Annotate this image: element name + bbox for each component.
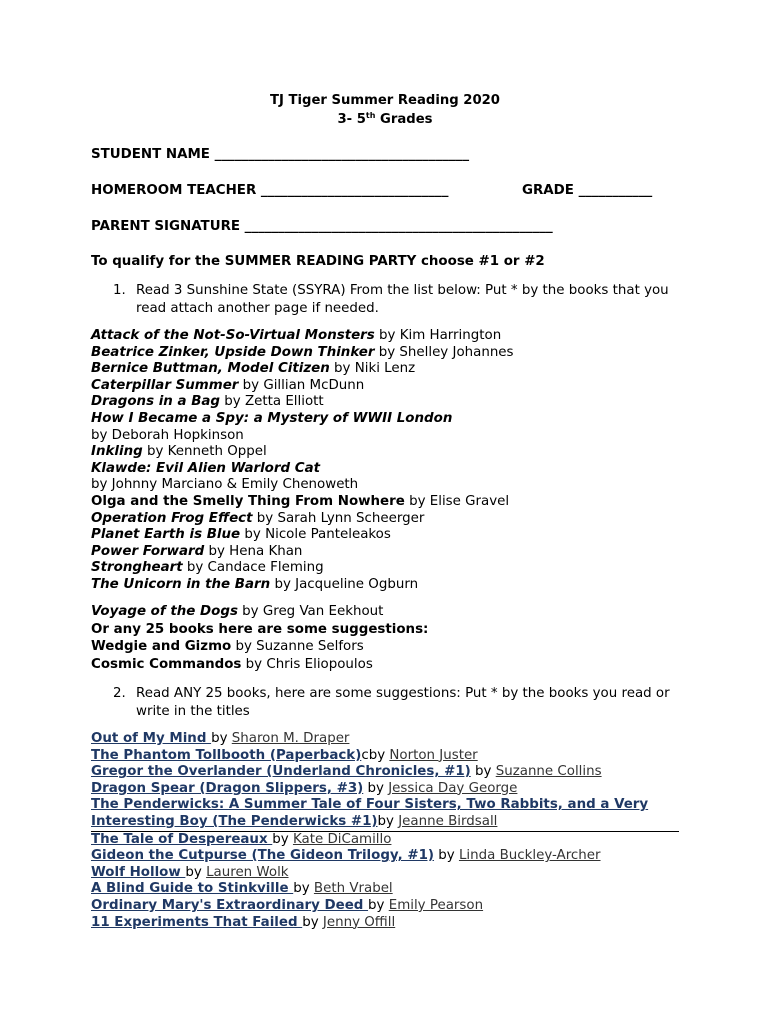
book-author: by Deborah Hopkinson: [91, 427, 244, 443]
book-author: by Suzanne Selfors: [231, 639, 364, 655]
book-title: Planet Earth is Blue: [91, 527, 241, 543]
book-item: [91, 345, 691, 362]
suggestion-item: [91, 915, 691, 932]
suggestion-item: [91, 731, 691, 748]
suggestion-list: [91, 731, 691, 931]
book-item: [91, 328, 691, 345]
option-2-number: 2.: [113, 686, 126, 701]
book-item: [91, 394, 691, 411]
suggestion-title-link[interactable]: Gregor the Overlander (Underland Chronicles, #1): [91, 764, 471, 780]
book-author: by Johnny Marciano & Emily Chenoweth: [91, 477, 359, 493]
suggestion-by: cby: [361, 747, 390, 763]
book-item: [91, 428, 691, 445]
ssyra-book-list-continued: [91, 603, 428, 674]
suggestion-title-link[interactable]: Wolf Hollow: [91, 864, 186, 880]
suggestion-title-link[interactable]: Dragon Spear (Dragon Slippers, #3): [91, 780, 364, 796]
book-item: [91, 494, 691, 511]
suggestion-title-link[interactable]: Out of My Mind: [91, 731, 212, 746]
book-item: [91, 461, 691, 478]
suggestion-item: [91, 898, 691, 915]
book-author: by Jacqueline Ogburn: [270, 576, 419, 592]
suggestion-item: [91, 848, 691, 865]
suggestion-title-link[interactable]: Ordinary Mary's Extraordinary Deed: [91, 897, 369, 913]
book-author: by Hena Khan: [204, 543, 303, 559]
suggestion-author-link[interactable]: Suzanne Collins: [495, 764, 602, 780]
book-item: [91, 638, 428, 656]
book-title: Caterpillar Summer: [91, 377, 239, 393]
book-author: by Niki Lenz: [329, 361, 416, 377]
book-author: by Nicole Panteleakos: [240, 527, 391, 543]
suggestion-author-link[interactable]: Sharon M. Draper: [231, 731, 350, 746]
book-title: Wedgie and Gizmo: [91, 639, 232, 655]
suggestion-by: by: [185, 864, 207, 880]
suggestion-item: [91, 781, 691, 798]
suggestion-item: [91, 865, 691, 882]
book-item: [91, 656, 428, 674]
book-item: [91, 477, 691, 494]
book-item: [91, 621, 428, 639]
book-item: [91, 603, 428, 621]
book-title: Voyage of the Dogs: [91, 604, 238, 619]
option-1-text: Read 3 Sunshine State (SSYRA) From the list below: Put * by the books that you read attach another page if needed.: [136, 283, 669, 316]
document-title: TJ Tiger Summer Reading 2020: [270, 93, 500, 108]
suggestion-title-link[interactable]: The Phantom Tollbooth (Paperback): [91, 747, 362, 763]
option-2-text: Read ANY 25 books, here are some suggestions: Put * by the books you read or write in the titles: [136, 686, 670, 719]
book-author: by Gillian McDunn: [238, 377, 365, 393]
suggestion-item: [91, 832, 691, 849]
book-author: by Greg Van Eekhout: [237, 604, 384, 619]
suggestion-by: by: [368, 897, 389, 913]
book-title: Olga and the Smelly Thing From Nowhere: [91, 493, 405, 509]
book-item: [91, 378, 691, 395]
suggestion-author-link[interactable]: Beth Vrabel: [313, 881, 393, 897]
suggestion-item: [91, 748, 691, 765]
suggestion-by: by: [302, 914, 323, 930]
book-title: Bernice Buttman, Model Citizen: [91, 361, 330, 377]
suggestion-by: by: [211, 731, 232, 746]
book-title: Klawde: Evil Alien Warlord Cat: [91, 460, 321, 476]
suggestion-author-link[interactable]: Norton Juster: [389, 747, 478, 763]
suggestion-author-link[interactable]: Jessica Day George: [388, 780, 518, 796]
book-item: [91, 411, 691, 428]
suggestion-title-link[interactable]: Gideon the Cutpurse (The Gideon Trilogy, #1): [91, 848, 435, 864]
book-author: by Kenneth Oppel: [142, 444, 267, 460]
book-item: [91, 361, 691, 378]
suggestion-title-link[interactable]: A Blind Guide to Stinkville: [91, 881, 294, 897]
book-title: The Unicorn in the Barn: [91, 576, 271, 592]
suggestion-item: [91, 764, 691, 781]
suggestion-item: [91, 814, 691, 832]
grades-subtitle: 3- 5th Grades: [337, 111, 433, 127]
suggestion-by: by: [293, 881, 314, 897]
book-item: [91, 544, 691, 561]
suggestion-author-link[interactable]: Jenny Offill: [322, 914, 396, 930]
suggestion-by: by: [272, 831, 293, 847]
book-title: Beatrice Zinker, Upside Down Thinker: [91, 344, 375, 360]
suggestion-item: [91, 797, 691, 814]
book-title: Power Forward: [91, 543, 205, 559]
homeroom-teacher-field[interactable]: HOMEROOM TEACHER ____________________________: [91, 183, 449, 198]
suggestion-item: [91, 881, 691, 898]
option-1-number: 1.: [113, 283, 126, 298]
book-title: Strongheart: [91, 560, 183, 576]
book-item: [91, 527, 691, 544]
book-item: [91, 577, 691, 594]
book-item: [91, 560, 691, 577]
parent-signature-field[interactable]: PARENT SIGNATURE ______________________________________________: [91, 219, 553, 234]
book-title: Operation Frog Effect: [91, 510, 253, 526]
book-title: Attack of the Not-So-Virtual Monsters: [91, 328, 375, 343]
book-title: Inkling: [91, 444, 143, 460]
book-item: [91, 444, 691, 461]
book-author: by Sarah Lynn Scheerger: [252, 510, 425, 526]
suggestion-by: by: [377, 813, 399, 829]
book-author: by Candace Fleming: [182, 560, 324, 576]
suggestion-by: by: [470, 764, 496, 780]
book-title: Or any 25 books here are some suggestions:: [91, 621, 429, 637]
book-title: How I Became a Spy: a Mystery of WWII London: [91, 410, 453, 426]
suggestion-title-link[interactable]: Interesting Boy (The Penderwicks #1): [91, 813, 378, 829]
book-author: by Shelley Johannes: [374, 344, 514, 360]
qualify-heading: To qualify for the SUMMER READING PARTY choose #1 or #2: [91, 254, 545, 269]
book-title: Cosmic Commandos: [91, 657, 242, 673]
suggestion-title-link[interactable]: 11 Experiments That Failed: [91, 914, 303, 930]
book-title: Dragons in a Bag: [91, 394, 221, 410]
book-author: by Zetta Elliott: [220, 394, 324, 410]
suggestion-by: by: [363, 780, 389, 796]
suggestion-author-link[interactable]: Lauren Wolk: [206, 864, 289, 880]
book-item: [91, 511, 691, 528]
suggestion-author-link[interactable]: Kate DiCamillo: [292, 831, 392, 847]
suggestion-by: by: [434, 848, 459, 864]
suggestion-author-link[interactable]: Jeanne Birdsall: [398, 813, 498, 829]
book-author: by Elise Gravel: [404, 493, 510, 509]
suggestion-title-link[interactable]: The Tale of Despereaux: [91, 831, 273, 847]
student-name-field[interactable]: STUDENT NAME ______________________________________: [91, 147, 470, 162]
book-author: by Chris Eliopoulos: [241, 657, 373, 673]
suggestion-author-link[interactable]: Linda Buckley-Archer: [458, 848, 601, 864]
ssyra-book-list: [91, 328, 691, 594]
suggestion-author-link[interactable]: Emily Pearson: [388, 897, 484, 913]
grade-field[interactable]: GRADE ___________: [522, 183, 653, 198]
suggestion-title-link[interactable]: The Penderwicks: A Summer Tale of Four Sisters, Two Rabbits, and a Very: [91, 797, 649, 813]
book-author: by Kim Harrington: [374, 328, 502, 343]
